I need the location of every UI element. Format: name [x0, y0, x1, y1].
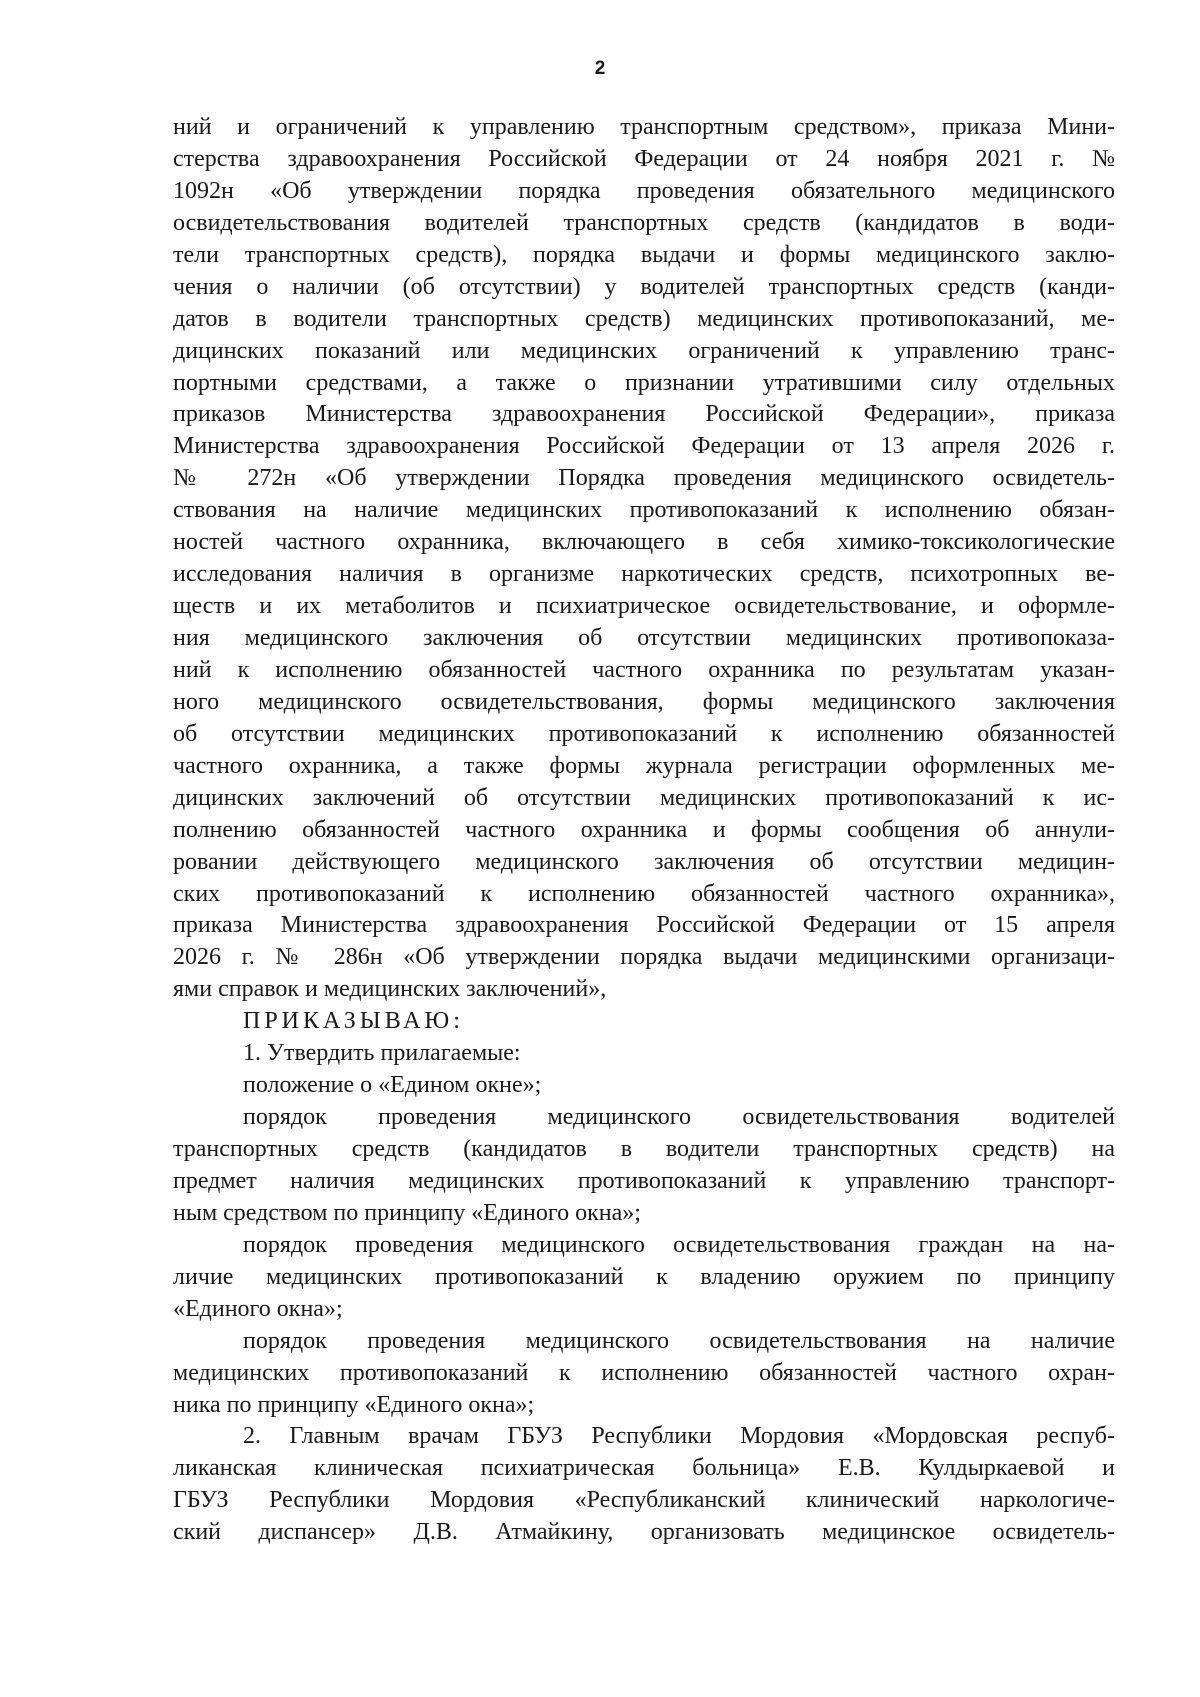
text-line: дицинских показаний или медицинских ограничений к управлению транс- — [173, 337, 1115, 364]
text-line: портными средствами, а также о признании утратившими силу отдельных — [173, 369, 1115, 396]
text-line: ский диспансер» Д.В. Атмайкину, организовать медицинское освидетель- — [173, 1519, 1115, 1546]
text-line: № 272н «Об утверждении Порядка проведения медицинского освидетель- — [173, 465, 1115, 492]
text-line: Министерства здравоохранения Российской Федерации от 13 апреля 2026 г. — [173, 433, 1115, 460]
text-line: предмет наличия медицинских противопоказаний к управлению транспорт- — [173, 1167, 1115, 1194]
text-line: порядок проведения медицинского освидетельствования на наличие — [243, 1327, 1115, 1354]
text-line: ний к исполнению обязанностей частного охранника по результатам указан- — [173, 656, 1115, 683]
text-line: ПРИКАЗЫВАЮ: — [243, 1008, 464, 1035]
text-line: чения о наличии (об отсутствии) у водителей транспортных средств (канди- — [173, 273, 1115, 300]
text-line: положение о «Едином окне»; — [243, 1072, 542, 1099]
text-line: исследования наличия в организме наркотических средств, психотропных ве- — [173, 561, 1115, 588]
text-line: дицинских заключений об отсутствии медицинских противопоказаний к ис- — [173, 784, 1115, 811]
text-line: освидетельствования водителей транспортных средств (кандидатов в води- — [173, 209, 1115, 236]
text-line: ских противопоказаний к исполнению обязанностей частного охранника», — [173, 880, 1115, 907]
page-number: 2 — [594, 58, 606, 79]
text-line: ного медицинского освидетельствования, формы медицинского заключения — [173, 688, 1115, 715]
text-line: ным средством по принципу «Единого окна»; — [173, 1199, 641, 1226]
text-line: ний и ограничений к управлению транспортным средством», приказа Мини- — [173, 114, 1115, 140]
text-line: приказов Министерства здравоохранения Российской Федерации», приказа — [173, 401, 1115, 428]
text-line: тели транспортных средств), порядка выдачи и формы медицинского заклю- — [173, 241, 1115, 268]
text-line: ния медицинского заключения об отсутствии медицинских противопоказа- — [173, 625, 1115, 651]
text-line: «Единого окна»; — [173, 1295, 343, 1322]
text-line: личие медицинских противопоказаний к владению оружием по принципу — [173, 1263, 1115, 1290]
text-line: порядок проведения медицинского освидетельствования водителей — [243, 1104, 1115, 1131]
text-line: об отсутствии медицинских противопоказаний к исполнению обязанностей — [173, 720, 1115, 747]
text-line: ГБУЗ Республики Мордовия «Республиканский клинический наркологиче- — [173, 1487, 1115, 1514]
text-line: ровании действующего медицинского заключения об отсутствии медицин- — [173, 848, 1115, 875]
text-line: 2026 г. № 286н «Об утверждении порядка выдачи медицинскими организаци- — [173, 944, 1115, 971]
text-line: 1092н «Об утверждении порядка проведения обязательного медицинского — [173, 177, 1115, 204]
text-line: ликанская клиническая психиатрическая больница» Е.В. Кулдыркаевой и — [173, 1455, 1115, 1482]
text-line: стерства здравоохранения Российской Федерации от 24 ноября 2021 г. № — [173, 145, 1115, 172]
text-line: полнению обязанностей частного охранника и формы сообщения об аннули- — [173, 816, 1115, 843]
text-line: ностей частного охранника, включающего в себя химико-токсикологические — [173, 529, 1115, 556]
text-line: ями справок и медицинских заключений», — [173, 976, 607, 1003]
text-line: порядок проведения медицинского освидетельствования граждан на на- — [243, 1231, 1115, 1258]
text-line: приказа Министерства здравоохранения Российской Федерации от 15 апреля — [173, 912, 1115, 939]
text-line: ника по принципу «Единого окна»; — [173, 1391, 535, 1418]
text-line: 1. Утвердить прилагаемые: — [243, 1040, 521, 1067]
text-line: медицинских противопоказаний к исполнению обязанностей частного охран- — [173, 1359, 1115, 1386]
text-line: транспортных средств (кандидатов в водители транспортных средств) на — [173, 1136, 1115, 1162]
text-line: частного охранника, а также формы журнала регистрации оформленных ме- — [173, 752, 1115, 779]
text-line: ствования на наличие медицинских противопоказаний к исполнению обязан- — [173, 497, 1115, 524]
text-line: датов в водители транспортных средств) медицинских противопоказаний, ме- — [173, 305, 1115, 332]
text-line: 2. Главным врачам ГБУЗ Республики Мордовия «Мордовская респуб- — [243, 1423, 1115, 1450]
body-text — [173, 112, 1115, 1549]
text-line: ществ и их метаболитов и психиатрическое освидетельствование, и оформле- — [173, 593, 1115, 620]
